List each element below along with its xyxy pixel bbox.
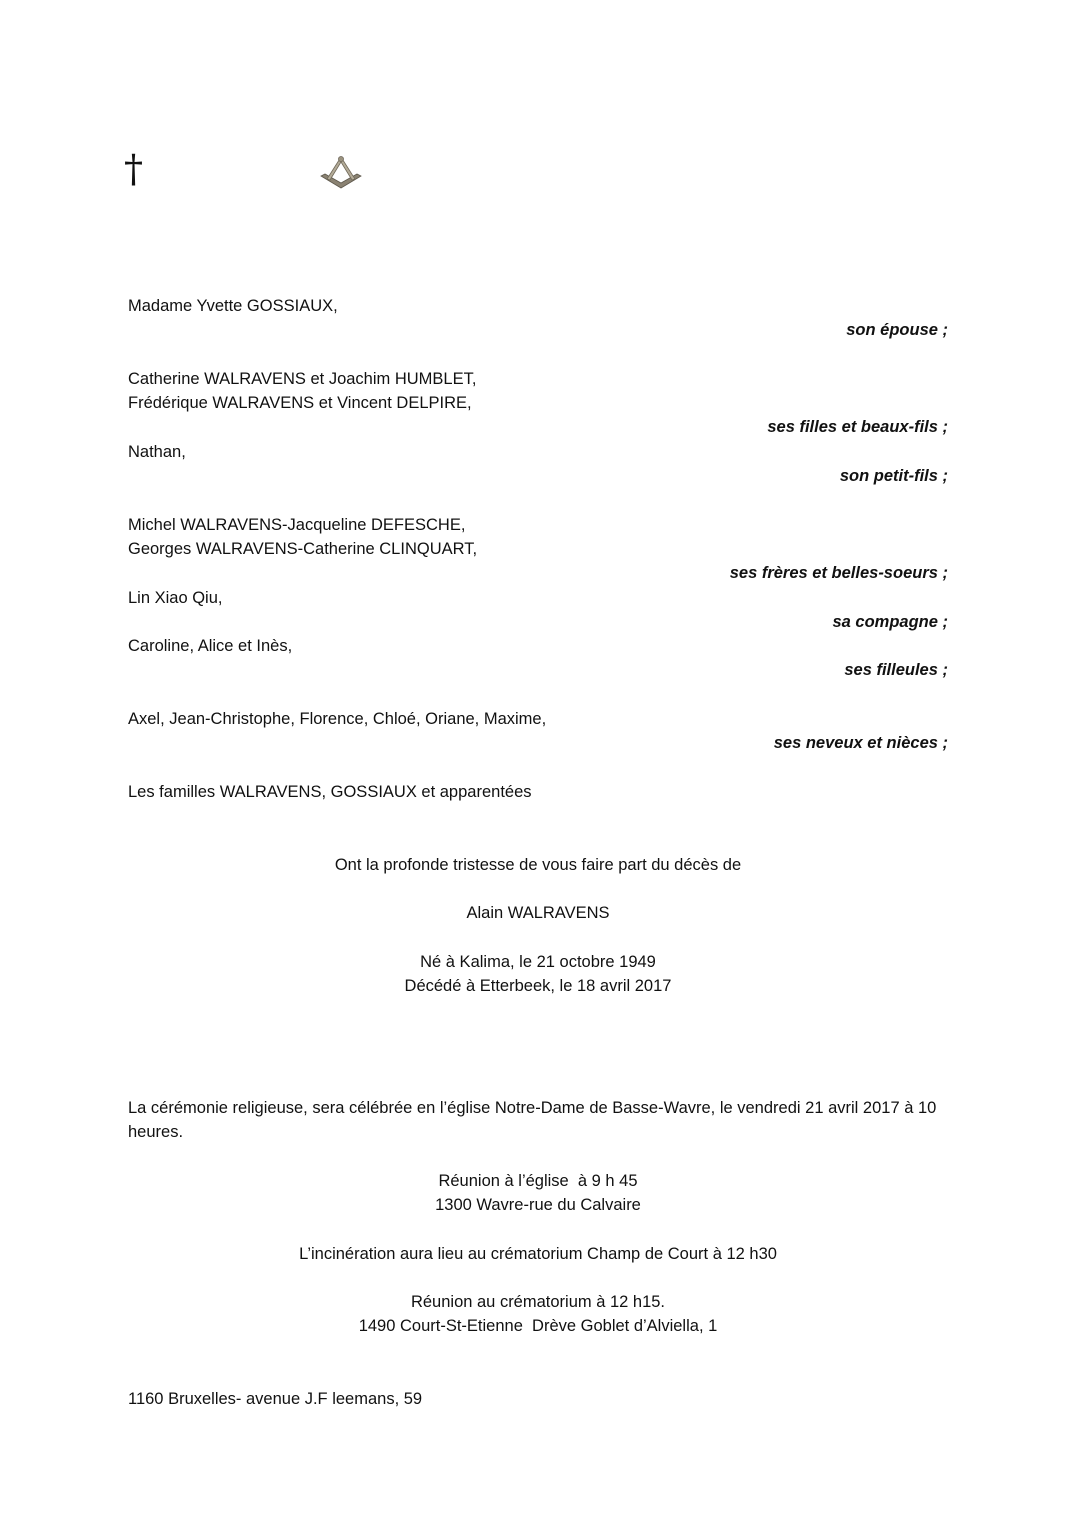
families-line: Les familles WALRAVENS, GOSSIAUX et apparentées [128,782,532,801]
family-block-4 [128,586,948,635]
announcement-intro: Ont la profonde tristesse de vous faire part du décès de [334,855,742,874]
family-name-line: Caroline, Alice et Inès, [128,637,293,656]
relation-label: sa compagne ; [832,612,948,631]
family-name-line: Frédérique WALRAVENS et Vincent DELPIRE, [128,394,472,413]
family-block-1 [128,367,948,440]
family-block-2 [128,440,948,489]
church-meeting: Réunion à l’église à 9 h 45 [438,1171,638,1190]
home-address: 1160 Bruxelles- avenue J.F leemans, 59 [128,1390,423,1409]
notice-body [128,294,948,1412]
relation-label: ses neveux et nièces ; [773,734,948,753]
relation-label: son épouse ; [846,321,948,340]
family-name-line: Axel, Jean-Christophe, Florence, Chloé, Oriane, Maxime, [128,710,547,729]
family-block-5 [128,634,948,683]
family-name-line: Michel WALRAVENS-Jacqueline DEFESCHE, [128,515,466,534]
cross-icon: † [124,147,143,191]
relation-label: son petit-fils ; [839,467,948,486]
family-name-line: Lin Xiao Qiu, [128,588,223,607]
family-name-line: Catherine WALRAVENS et Joachim HUMBLET, [128,369,477,388]
relation-label: ses frères et belles-soeurs ; [729,564,948,583]
family-name-line: Georges WALRAVENS-Catherine CLINQUART, [128,539,478,558]
deceased-name: Alain WALRAVENS [466,904,610,923]
relation-label: ses filles et beaux-fils ; [767,418,948,437]
crematorium-address: 1490 Court-St-Etienne Drève Goblet d’Alviella, 1 [358,1317,718,1336]
family-block-0 [128,294,948,343]
cremation-line: L’incinération aura lieu au crématorium Champ de Court à 12 h30 [299,1244,777,1263]
family-name-line: Nathan, [128,442,186,461]
family-block-6 [128,707,948,756]
church-address: 1300 Wavre-rue du Calvaire [435,1195,641,1214]
birth-line: Né à Kalima, le 21 octobre 1949 [420,953,656,972]
relation-label: ses filleules ; [844,661,948,680]
ceremony-text: La cérémonie religieuse, sera célébrée en l’église Notre-Dame de Basse-Wavre, le vendredi 21 avril 2017 à 10 heures. [128,1098,937,1142]
square-and-compass-icon [318,154,364,190]
family-block-3 [128,513,948,586]
crematorium-meeting: Réunion au crématorium à 12 h15. [410,1293,666,1312]
death-line: Décédé à Etterbeek, le 18 avril 2017 [404,977,672,996]
family-name-line: Madame Yvette GOSSIAUX, [128,297,338,315]
